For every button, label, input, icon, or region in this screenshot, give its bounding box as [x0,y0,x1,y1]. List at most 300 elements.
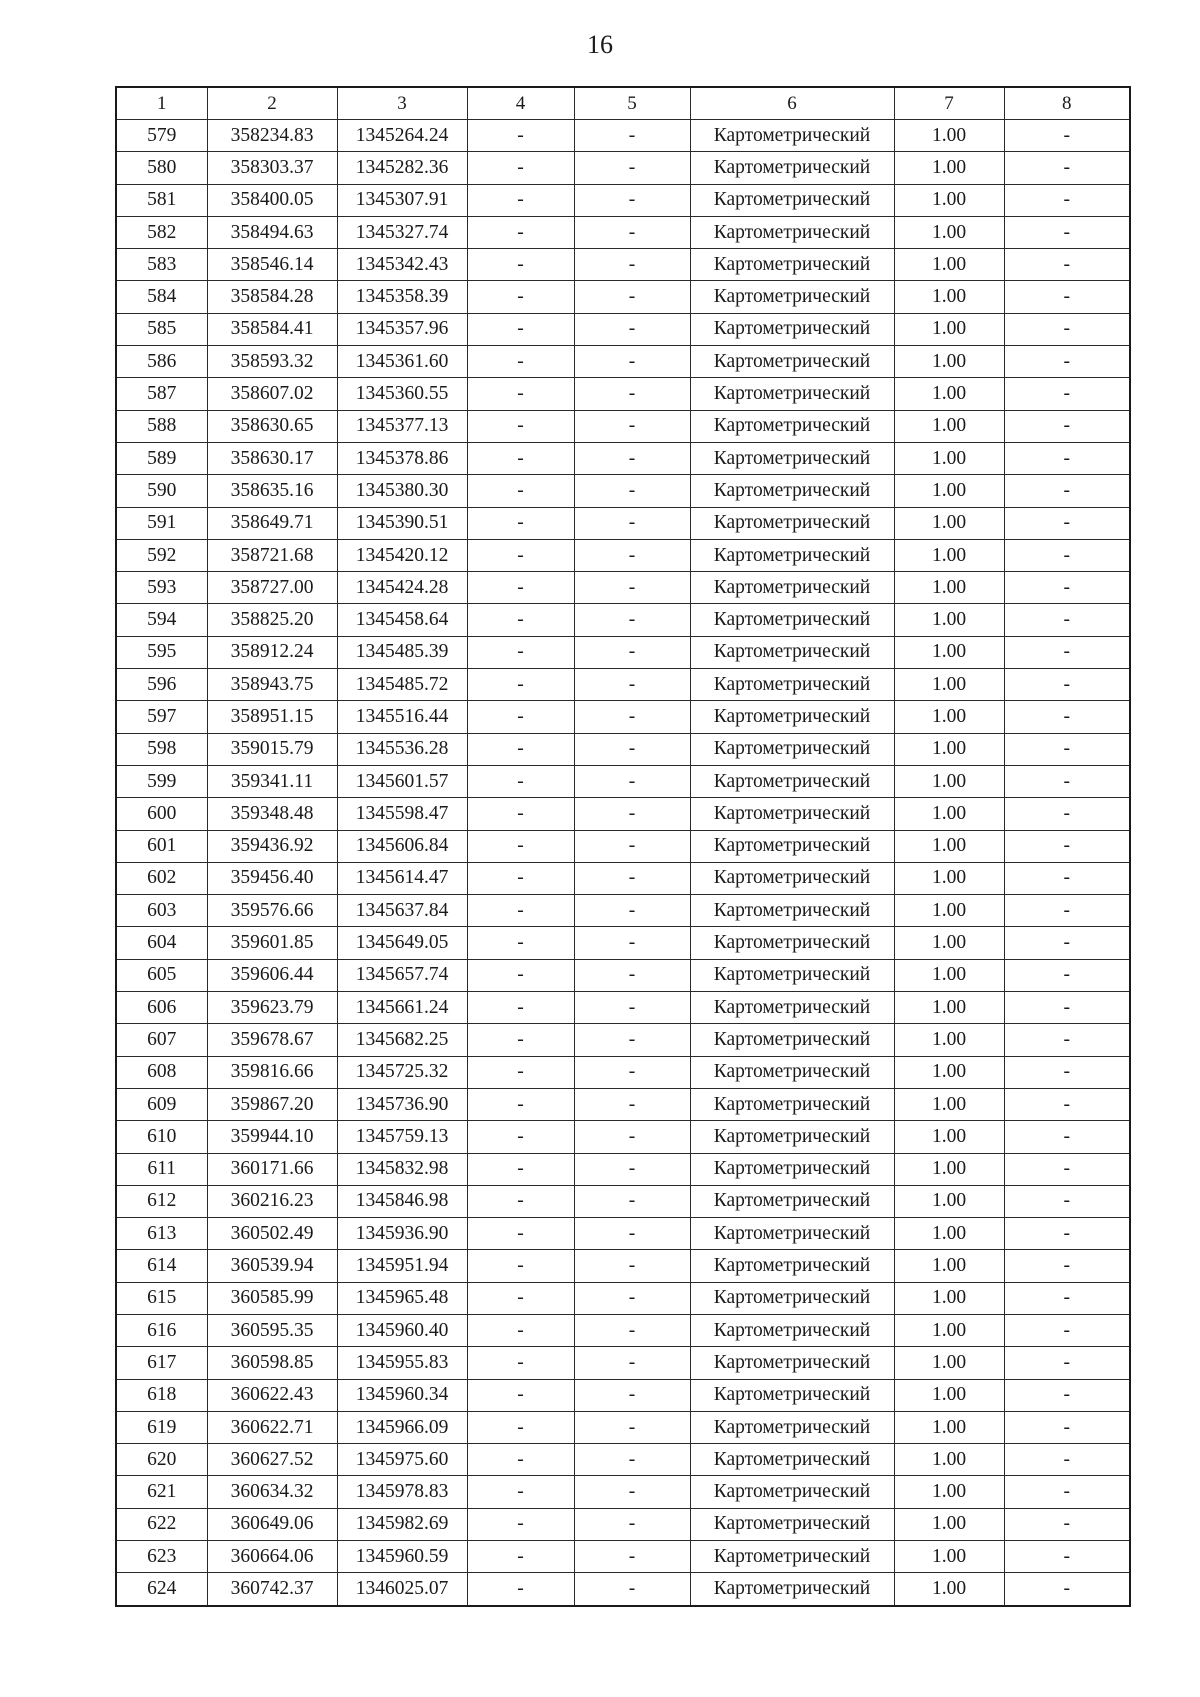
table-row [116,572,1130,604]
x-coordinate-cell: 360634.32 [207,1476,337,1508]
accuracy-cell: 1.00 [894,120,1004,152]
y-coordinate-cell: 1345536.28 [337,733,467,765]
x-coordinate-cell: 358593.32 [207,346,337,378]
column-4-cell: - [467,959,574,991]
table-row [116,1379,1130,1411]
x-coordinate-cell: 360742.37 [207,1573,337,1606]
y-coordinate-cell: 1345601.57 [337,765,467,797]
point-number-cell: 587 [116,378,207,410]
method-cell: Картометрический [690,1508,894,1540]
table-row [116,313,1130,345]
coordinates-table [115,86,1131,1607]
table-row [116,798,1130,830]
column-4-cell: - [467,1185,574,1217]
x-coordinate-cell: 359456.40 [207,862,337,894]
table-row [116,1411,1130,1443]
method-cell: Картометрический [690,1088,894,1120]
column-4-cell: - [467,1314,574,1346]
y-coordinate-cell: 1345360.55 [337,378,467,410]
method-cell: Картометрический [690,1347,894,1379]
table-row [116,184,1130,216]
method-cell: Картометрический [690,281,894,313]
y-coordinate-cell: 1345485.72 [337,669,467,701]
column-4-cell: - [467,1121,574,1153]
column-header: 8 [1004,87,1130,120]
x-coordinate-cell: 359606.44 [207,959,337,991]
table-row [116,507,1130,539]
x-coordinate-cell: 359678.67 [207,1024,337,1056]
table-row [116,701,1130,733]
column-8-cell: - [1004,1476,1130,1508]
column-4-cell: - [467,184,574,216]
method-cell: Картометрический [690,895,894,927]
y-coordinate-cell: 1345516.44 [337,701,467,733]
x-coordinate-cell: 358912.24 [207,636,337,668]
column-8-cell: - [1004,669,1130,701]
column-8-cell: - [1004,1541,1130,1573]
accuracy-cell: 1.00 [894,604,1004,636]
point-number-cell: 598 [116,733,207,765]
x-coordinate-cell: 358234.83 [207,120,337,152]
x-coordinate-cell: 360171.66 [207,1153,337,1185]
point-number-cell: 612 [116,1185,207,1217]
column-8-cell: - [1004,1056,1130,1088]
y-coordinate-cell: 1345378.86 [337,442,467,474]
accuracy-cell: 1.00 [894,701,1004,733]
column-5-cell: - [574,1218,690,1250]
method-cell: Картометрический [690,669,894,701]
page-number: 16 [587,30,613,59]
method-cell: Картометрический [690,1250,894,1282]
column-8-cell: - [1004,1573,1130,1606]
column-4-cell: - [467,281,574,313]
column-4-cell: - [467,1541,574,1573]
column-5-cell: - [574,1411,690,1443]
column-header: 7 [894,87,1004,120]
column-8-cell: - [1004,1250,1130,1282]
table-row [116,862,1130,894]
column-8-cell: - [1004,539,1130,571]
accuracy-cell: 1.00 [894,895,1004,927]
column-4-cell: - [467,1024,574,1056]
point-number-cell: 595 [116,636,207,668]
y-coordinate-cell: 1345458.64 [337,604,467,636]
table-row [116,1088,1130,1120]
point-number-cell: 599 [116,765,207,797]
x-coordinate-cell: 358546.14 [207,249,337,281]
table-row [116,1056,1130,1088]
y-coordinate-cell: 1345657.74 [337,959,467,991]
column-4-cell: - [467,765,574,797]
x-coordinate-cell: 359623.79 [207,992,337,1024]
point-number-cell: 621 [116,1476,207,1508]
point-number-cell: 611 [116,1153,207,1185]
point-number-cell: 591 [116,507,207,539]
x-coordinate-cell: 359576.66 [207,895,337,927]
column-8-cell: - [1004,1314,1130,1346]
method-cell: Картометрический [690,830,894,862]
accuracy-cell: 1.00 [894,184,1004,216]
point-number-cell: 585 [116,313,207,345]
accuracy-cell: 1.00 [894,152,1004,184]
method-cell: Картометрический [690,1121,894,1153]
column-header: 2 [207,87,337,120]
x-coordinate-cell: 359436.92 [207,830,337,862]
column-4-cell: - [467,1508,574,1540]
accuracy-cell: 1.00 [894,992,1004,1024]
column-5-cell: - [574,765,690,797]
column-4-cell: - [467,1056,574,1088]
y-coordinate-cell: 1345960.34 [337,1379,467,1411]
method-cell: Картометрический [690,1541,894,1573]
point-number-cell: 617 [116,1347,207,1379]
table-row [116,927,1130,959]
column-8-cell: - [1004,1379,1130,1411]
column-8-cell: - [1004,378,1130,410]
column-4-cell: - [467,733,574,765]
column-5-cell: - [574,1121,690,1153]
column-8-cell: - [1004,313,1130,345]
accuracy-cell: 1.00 [894,830,1004,862]
method-cell: Картометрический [690,862,894,894]
accuracy-cell: 1.00 [894,1088,1004,1120]
column-8-cell: - [1004,1024,1130,1056]
point-number-cell: 584 [116,281,207,313]
column-5-cell: - [574,539,690,571]
column-5-cell: - [574,830,690,862]
accuracy-cell: 1.00 [894,1541,1004,1573]
column-8-cell: - [1004,475,1130,507]
y-coordinate-cell: 1345598.47 [337,798,467,830]
x-coordinate-cell: 359944.10 [207,1121,337,1153]
table-row [116,765,1130,797]
column-5-cell: - [574,152,690,184]
y-coordinate-cell: 1345485.39 [337,636,467,668]
column-4-cell: - [467,604,574,636]
column-5-cell: - [574,378,690,410]
x-coordinate-cell: 358635.16 [207,475,337,507]
accuracy-cell: 1.00 [894,1444,1004,1476]
point-number-cell: 613 [116,1218,207,1250]
table-body [116,87,1130,1606]
table-row [116,1282,1130,1314]
method-cell: Картометрический [690,507,894,539]
accuracy-cell: 1.00 [894,1573,1004,1606]
point-number-cell: 593 [116,572,207,604]
table-row [116,636,1130,668]
column-5-cell: - [574,249,690,281]
column-header: 5 [574,87,690,120]
y-coordinate-cell: 1345982.69 [337,1508,467,1540]
x-coordinate-cell: 358721.68 [207,539,337,571]
accuracy-cell: 1.00 [894,1476,1004,1508]
x-coordinate-cell: 358630.65 [207,410,337,442]
table-row [116,1250,1130,1282]
column-8-cell: - [1004,346,1130,378]
y-coordinate-cell: 1345307.91 [337,184,467,216]
column-4-cell: - [467,572,574,604]
y-coordinate-cell: 1345327.74 [337,216,467,248]
point-number-cell: 580 [116,152,207,184]
column-8-cell: - [1004,507,1130,539]
x-coordinate-cell: 359867.20 [207,1088,337,1120]
table-row [116,1444,1130,1476]
column-4-cell: - [467,249,574,281]
x-coordinate-cell: 358825.20 [207,604,337,636]
table-row [116,346,1130,378]
column-4-cell: - [467,895,574,927]
column-8-cell: - [1004,410,1130,442]
point-number-cell: 581 [116,184,207,216]
column-5-cell: - [574,1024,690,1056]
column-8-cell: - [1004,765,1130,797]
column-5-cell: - [574,346,690,378]
point-number-cell: 619 [116,1411,207,1443]
table-row [116,1314,1130,1346]
method-cell: Картометрический [690,1153,894,1185]
method-cell: Картометрический [690,410,894,442]
method-cell: Картометрический [690,249,894,281]
method-cell: Картометрический [690,216,894,248]
column-5-cell: - [574,927,690,959]
point-number-cell: 604 [116,927,207,959]
column-8-cell: - [1004,1444,1130,1476]
point-number-cell: 603 [116,895,207,927]
point-number-cell: 622 [116,1508,207,1540]
y-coordinate-cell: 1346025.07 [337,1573,467,1606]
y-coordinate-cell: 1345420.12 [337,539,467,571]
column-8-cell: - [1004,733,1130,765]
column-4-cell: - [467,862,574,894]
column-8-cell: - [1004,959,1130,991]
column-8-cell: - [1004,152,1130,184]
column-4-cell: - [467,120,574,152]
x-coordinate-cell: 359348.48 [207,798,337,830]
y-coordinate-cell: 1345390.51 [337,507,467,539]
column-4-cell: - [467,152,574,184]
method-cell: Картометрический [690,184,894,216]
table-row [116,895,1130,927]
accuracy-cell: 1.00 [894,765,1004,797]
table-row [116,539,1130,571]
column-4-cell: - [467,442,574,474]
point-number-cell: 623 [116,1541,207,1573]
accuracy-cell: 1.00 [894,1024,1004,1056]
accuracy-cell: 1.00 [894,216,1004,248]
column-5-cell: - [574,313,690,345]
point-number-cell: 597 [116,701,207,733]
method-cell: Картометрический [690,1185,894,1217]
column-4-cell: - [467,927,574,959]
column-5-cell: - [574,1056,690,1088]
x-coordinate-cell: 360664.06 [207,1541,337,1573]
method-cell: Картометрический [690,927,894,959]
table-row [116,1347,1130,1379]
method-cell: Картометрический [690,346,894,378]
column-4-cell: - [467,1282,574,1314]
column-8-cell: - [1004,216,1130,248]
accuracy-cell: 1.00 [894,1250,1004,1282]
accuracy-cell: 1.00 [894,313,1004,345]
accuracy-cell: 1.00 [894,733,1004,765]
y-coordinate-cell: 1345614.47 [337,862,467,894]
table-row [116,1541,1130,1573]
y-coordinate-cell: 1345960.59 [337,1541,467,1573]
y-coordinate-cell: 1345357.96 [337,313,467,345]
point-number-cell: 596 [116,669,207,701]
accuracy-cell: 1.00 [894,1347,1004,1379]
table-row [116,669,1130,701]
method-cell: Картометрический [690,701,894,733]
column-8-cell: - [1004,442,1130,474]
column-8-cell: - [1004,862,1130,894]
column-5-cell: - [574,572,690,604]
point-number-cell: 610 [116,1121,207,1153]
x-coordinate-cell: 358584.28 [207,281,337,313]
column-8-cell: - [1004,1153,1130,1185]
column-5-cell: - [574,959,690,991]
y-coordinate-cell: 1345682.25 [337,1024,467,1056]
accuracy-cell: 1.00 [894,281,1004,313]
accuracy-cell: 1.00 [894,1185,1004,1217]
column-4-cell: - [467,216,574,248]
y-coordinate-cell: 1345832.98 [337,1153,467,1185]
table-row [116,442,1130,474]
accuracy-cell: 1.00 [894,927,1004,959]
column-5-cell: - [574,1573,690,1606]
table-row [116,604,1130,636]
table-row [116,830,1130,862]
method-cell: Картометрический [690,475,894,507]
table-row [116,1153,1130,1185]
table-row [116,152,1130,184]
accuracy-cell: 1.00 [894,636,1004,668]
point-number-cell: 606 [116,992,207,1024]
table-row [116,475,1130,507]
column-4-cell: - [467,1411,574,1443]
point-number-cell: 589 [116,442,207,474]
accuracy-cell: 1.00 [894,442,1004,474]
column-5-cell: - [574,895,690,927]
accuracy-cell: 1.00 [894,346,1004,378]
y-coordinate-cell: 1345606.84 [337,830,467,862]
table-row [116,1185,1130,1217]
point-number-cell: 620 [116,1444,207,1476]
y-coordinate-cell: 1345975.60 [337,1444,467,1476]
method-cell: Картометрический [690,572,894,604]
y-coordinate-cell: 1345637.84 [337,895,467,927]
x-coordinate-cell: 360622.71 [207,1411,337,1443]
column-8-cell: - [1004,1282,1130,1314]
column-5-cell: - [574,184,690,216]
column-5-cell: - [574,1282,690,1314]
accuracy-cell: 1.00 [894,1282,1004,1314]
point-number-cell: 601 [116,830,207,862]
method-cell: Картометрический [690,442,894,474]
method-cell: Картометрический [690,1379,894,1411]
method-cell: Картометрический [690,765,894,797]
column-5-cell: - [574,1185,690,1217]
accuracy-cell: 1.00 [894,1411,1004,1443]
accuracy-cell: 1.00 [894,539,1004,571]
column-5-cell: - [574,1476,690,1508]
table-row [116,959,1130,991]
column-4-cell: - [467,1347,574,1379]
point-number-cell: 590 [116,475,207,507]
column-4-cell: - [467,1573,574,1606]
column-8-cell: - [1004,120,1130,152]
column-4-cell: - [467,1444,574,1476]
y-coordinate-cell: 1345960.40 [337,1314,467,1346]
method-cell: Картометрический [690,798,894,830]
point-number-cell: 583 [116,249,207,281]
column-4-cell: - [467,992,574,1024]
table-row [116,281,1130,313]
column-5-cell: - [574,1379,690,1411]
y-coordinate-cell: 1345978.83 [337,1476,467,1508]
column-4-cell: - [467,378,574,410]
y-coordinate-cell: 1345951.94 [337,1250,467,1282]
y-coordinate-cell: 1345282.36 [337,152,467,184]
method-cell: Картометрический [690,959,894,991]
x-coordinate-cell: 358607.02 [207,378,337,410]
column-8-cell: - [1004,281,1130,313]
method-cell: Картометрический [690,636,894,668]
x-coordinate-cell: 360622.43 [207,1379,337,1411]
table-header-row [116,87,1130,120]
method-cell: Картометрический [690,733,894,765]
accuracy-cell: 1.00 [894,1314,1004,1346]
table-row [116,120,1130,152]
method-cell: Картометрический [690,152,894,184]
column-4-cell: - [467,475,574,507]
column-5-cell: - [574,1088,690,1120]
method-cell: Картометрический [690,1444,894,1476]
accuracy-cell: 1.00 [894,507,1004,539]
point-number-cell: 602 [116,862,207,894]
table-row [116,992,1130,1024]
column-5-cell: - [574,1153,690,1185]
y-coordinate-cell: 1345380.30 [337,475,467,507]
method-cell: Картометрический [690,313,894,345]
y-coordinate-cell: 1345936.90 [337,1218,467,1250]
column-5-cell: - [574,216,690,248]
y-coordinate-cell: 1345377.13 [337,410,467,442]
y-coordinate-cell: 1345424.28 [337,572,467,604]
column-8-cell: - [1004,798,1130,830]
method-cell: Картометрический [690,1411,894,1443]
y-coordinate-cell: 1345965.48 [337,1282,467,1314]
accuracy-cell: 1.00 [894,669,1004,701]
column-8-cell: - [1004,1088,1130,1120]
x-coordinate-cell: 360502.49 [207,1218,337,1250]
accuracy-cell: 1.00 [894,572,1004,604]
point-number-cell: 608 [116,1056,207,1088]
point-number-cell: 600 [116,798,207,830]
column-4-cell: - [467,1218,574,1250]
accuracy-cell: 1.00 [894,959,1004,991]
table-row [116,1476,1130,1508]
y-coordinate-cell: 1345649.05 [337,927,467,959]
column-8-cell: - [1004,895,1130,927]
column-5-cell: - [574,442,690,474]
x-coordinate-cell: 360595.35 [207,1314,337,1346]
table-row [116,216,1130,248]
column-5-cell: - [574,862,690,894]
column-4-cell: - [467,539,574,571]
point-number-cell: 614 [116,1250,207,1282]
column-header: 4 [467,87,574,120]
